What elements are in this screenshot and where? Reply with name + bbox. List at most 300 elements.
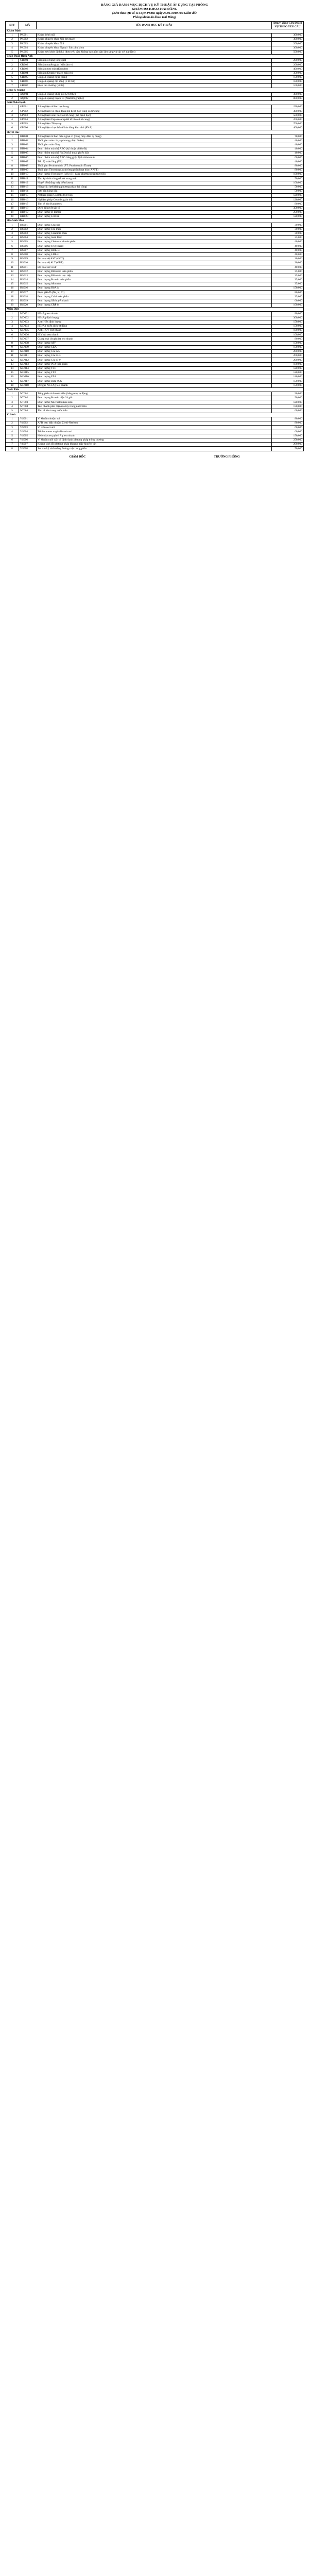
row-price: 80,000 bbox=[272, 421, 304, 426]
row-name: Chụp X-quang khớp gối (2 tư thế) bbox=[37, 92, 272, 96]
section-row bbox=[6, 29, 304, 33]
row-price: 120,000 bbox=[272, 215, 304, 219]
row-name: Nghiệm pháp Coombs gián tiếp bbox=[37, 198, 272, 202]
row-price: 300,000 bbox=[272, 316, 304, 320]
row-code: CĐ007 bbox=[19, 84, 37, 88]
row-stt: 5 bbox=[6, 434, 19, 438]
footer-left: GIÁM ĐỐC bbox=[69, 455, 86, 459]
row-code: HS005 bbox=[19, 240, 37, 244]
row-stt: 6 bbox=[6, 156, 19, 160]
table-row bbox=[6, 63, 304, 67]
row-stt: 3 bbox=[6, 143, 19, 147]
row-stt: 14 bbox=[6, 278, 19, 282]
row-stt: 4 bbox=[6, 235, 19, 240]
table-row bbox=[6, 269, 304, 274]
row-code: HS002 bbox=[19, 227, 37, 231]
row-stt: 2 bbox=[6, 396, 19, 400]
row-code: MD008 bbox=[19, 341, 37, 345]
row-stt: 2 bbox=[6, 227, 19, 231]
row-price: 60,000 bbox=[272, 426, 304, 430]
table-row bbox=[6, 202, 304, 206]
section-title: Vi Sinh bbox=[6, 413, 304, 417]
row-price: 80,000 bbox=[272, 291, 304, 295]
row-code: MD013 bbox=[19, 362, 37, 366]
row-stt: 18 bbox=[6, 295, 19, 299]
table-row bbox=[6, 248, 304, 252]
row-code: NT005 bbox=[19, 409, 37, 413]
row-code: HS007 bbox=[19, 248, 37, 252]
row-name: Xét nghiệm tế bào học bong bbox=[37, 105, 272, 109]
row-stt: 11 bbox=[6, 265, 19, 269]
row-name: Khám sức khỏe định kỳ (theo yêu cầu, không bao gồm cận lâm sàng và các xét nghiệm) bbox=[37, 50, 272, 54]
row-stt: 18 bbox=[6, 383, 19, 387]
row-code: MD014 bbox=[19, 366, 37, 370]
table-row bbox=[6, 316, 304, 320]
row-stt: 1 bbox=[6, 223, 19, 227]
row-price: 35,000 bbox=[272, 278, 304, 282]
row-stt: 1 bbox=[6, 92, 19, 96]
row-name: Định lượng HbA1c bbox=[37, 286, 272, 291]
row-price: 250,000 bbox=[272, 210, 304, 214]
row-code: NT001 bbox=[19, 392, 37, 396]
row-stt: 3 bbox=[6, 426, 19, 430]
row-code: HS016 bbox=[19, 286, 37, 291]
row-stt: 1 bbox=[6, 312, 19, 316]
row-price: 30,000 bbox=[272, 231, 304, 235]
table-row bbox=[6, 181, 304, 185]
row-name: Sức bền hồng cầu bbox=[37, 189, 272, 193]
row-price: 400,000 bbox=[272, 67, 304, 71]
row-code: VS007 bbox=[19, 443, 37, 447]
row-price: 35,000 bbox=[272, 282, 304, 286]
section-row bbox=[6, 54, 304, 58]
row-name: Định lượng Protein toàn phần bbox=[37, 278, 272, 282]
row-name: Định lượng CEA bbox=[37, 345, 272, 349]
table-row bbox=[6, 400, 304, 404]
row-stt: 3 bbox=[6, 67, 19, 71]
section-title: Huyết Học bbox=[6, 130, 304, 134]
row-stt: 5 bbox=[6, 329, 19, 333]
row-price: 300,000 bbox=[272, 38, 304, 42]
row-name: Soi tìm ký sinh trùng đường ruột trong phân bbox=[37, 447, 272, 451]
row-price: 150,000 bbox=[272, 286, 304, 291]
table-row bbox=[6, 156, 304, 160]
row-name: Định nhóm máu hệ ABO bằng giấy định nhóm máu bbox=[37, 156, 272, 160]
row-price: 120,000 bbox=[272, 400, 304, 404]
row-stt: 6 bbox=[6, 333, 19, 337]
row-name: Định lượng Urê máu bbox=[37, 227, 272, 231]
row-name: Định lượng FT4 bbox=[37, 375, 272, 379]
row-name: Định lượng Bilirubin toàn phần bbox=[37, 269, 272, 274]
table-body bbox=[6, 29, 304, 451]
row-code: XQ001 bbox=[19, 92, 37, 96]
row-price: 120,000 bbox=[272, 370, 304, 375]
row-name: HBeAg miễn dịch tự động bbox=[37, 324, 272, 328]
row-price: 250,000 bbox=[272, 438, 304, 442]
row-name: Vi nấm soi tươi bbox=[37, 426, 272, 430]
row-price: 30,000 bbox=[272, 261, 304, 265]
row-code: HS010 bbox=[19, 261, 37, 265]
row-stt: 16 bbox=[6, 198, 19, 202]
row-stt: 16 bbox=[6, 375, 19, 379]
row-stt: 10 bbox=[6, 173, 19, 177]
table-row bbox=[6, 67, 304, 71]
row-price: 200,000 bbox=[272, 63, 304, 67]
row-price: 50,000 bbox=[272, 177, 304, 181]
row-code: HH006 bbox=[19, 156, 37, 160]
row-code: HS015 bbox=[19, 282, 37, 286]
table-row bbox=[6, 430, 304, 434]
row-stt: 17 bbox=[6, 291, 19, 295]
row-name: Xét nghiệm tế bào máu ngoại vi (bằng máy đếm tự động) bbox=[37, 134, 272, 139]
row-stt: 8 bbox=[6, 252, 19, 257]
row-stt: 1 bbox=[6, 392, 19, 396]
row-stt: 3 bbox=[6, 400, 19, 404]
table-row bbox=[6, 194, 304, 198]
row-stt: 12 bbox=[6, 269, 19, 274]
row-stt: 9 bbox=[6, 168, 19, 172]
table-row bbox=[6, 177, 304, 181]
row-price: 40,000 bbox=[272, 244, 304, 248]
row-stt: 1 bbox=[6, 105, 19, 109]
table-row bbox=[6, 164, 304, 168]
table-row bbox=[6, 231, 304, 235]
row-stt: 16 bbox=[6, 286, 19, 291]
section-title: Chẩn Đoán Hình Ảnh bbox=[6, 54, 304, 58]
header-stt: STT bbox=[6, 21, 19, 29]
row-name: HBsAg định lượng bbox=[37, 316, 272, 320]
table-row bbox=[6, 358, 304, 362]
row-stt: 5 bbox=[6, 240, 19, 244]
row-price: 60,000 bbox=[272, 299, 304, 303]
row-stt: 6 bbox=[6, 80, 19, 84]
row-price: 350,000 bbox=[272, 206, 304, 210]
row-stt: 3 bbox=[6, 42, 19, 46]
row-price: 50,000 bbox=[272, 396, 304, 400]
row-code: GP005 bbox=[19, 122, 37, 126]
row-price: 40,000 bbox=[272, 143, 304, 147]
table-row bbox=[6, 42, 304, 46]
row-stt: 10 bbox=[6, 350, 19, 354]
row-name: Tổng phân tích nước tiểu (bằng máy tự động) bbox=[37, 392, 272, 396]
row-code: HS017 bbox=[19, 291, 37, 295]
row-name: Tìm ký sinh trùng sốt rét trong máu bbox=[37, 177, 272, 181]
row-price: 150,000 bbox=[272, 383, 304, 387]
table-row bbox=[6, 299, 304, 303]
row-name: Định lượng Beta hCG bbox=[37, 379, 272, 383]
row-code: CĐ006 bbox=[19, 80, 37, 84]
row-name: Tìm tế bào Hargraves bbox=[37, 202, 272, 206]
row-price: 250,000 bbox=[272, 105, 304, 109]
row-name: Định lượng D-Dimer bbox=[37, 210, 272, 214]
row-stt: 4 bbox=[6, 147, 19, 151]
table-row bbox=[6, 71, 304, 75]
row-name: Định lượng Albumin bbox=[37, 282, 272, 286]
table-row bbox=[6, 438, 304, 442]
table-row bbox=[6, 282, 304, 286]
row-price: 100,000 bbox=[272, 333, 304, 337]
section-row bbox=[6, 88, 304, 92]
row-stt: 1 bbox=[6, 134, 19, 139]
row-price: 100,000 bbox=[272, 329, 304, 333]
row-code: PK004 bbox=[19, 46, 37, 50]
row-price: 200,000 bbox=[272, 354, 304, 358]
table-row bbox=[6, 210, 304, 214]
row-name: Đo hoạt độ ALT (GPT) bbox=[37, 261, 272, 265]
row-code: MD016 bbox=[19, 375, 37, 379]
header-name: TÊN DANH MỤC KỸ THUẬT bbox=[37, 21, 272, 29]
row-name: Kháng sinh đồ phương pháp khoanh giấy khuếch tán bbox=[37, 443, 272, 447]
row-name: HBsAg test nhanh bbox=[37, 312, 272, 316]
row-price: 30,000 bbox=[272, 223, 304, 227]
row-code: MD009 bbox=[19, 345, 37, 349]
table-row bbox=[6, 160, 304, 164]
row-name: Điện giải đồ (Na, K, Cl) bbox=[37, 291, 272, 295]
row-price: 35,000 bbox=[272, 295, 304, 299]
table-row bbox=[6, 383, 304, 387]
row-price: 500,000 bbox=[272, 50, 304, 54]
row-code: GP006 bbox=[19, 126, 37, 130]
row-code: HS020 bbox=[19, 303, 37, 307]
row-stt: 14 bbox=[6, 189, 19, 193]
row-stt: 6 bbox=[6, 244, 19, 248]
row-name: Định lượng HDL-C bbox=[37, 248, 272, 252]
row-price: 300,000 bbox=[272, 92, 304, 96]
table-row bbox=[6, 421, 304, 426]
row-price: 200,000 bbox=[272, 59, 304, 63]
row-name: Xét nghiệm sinh thiết cổ tử cung (mô bệnh học) bbox=[37, 113, 272, 117]
row-price: 150,000 bbox=[272, 320, 304, 324]
row-name: Khám chuyên khoa Nội tim mạch bbox=[37, 38, 272, 42]
row-stt: 4 bbox=[6, 324, 19, 328]
table-row bbox=[6, 257, 304, 261]
row-code: VS001 bbox=[19, 417, 37, 421]
row-name: Test nhanh phát hiện ma túy trong nước tiểu bbox=[37, 404, 272, 409]
row-code: VS006 bbox=[19, 438, 37, 442]
table-row bbox=[6, 324, 304, 328]
row-code: HH008 bbox=[19, 164, 37, 168]
header-price: Đơn vị đồng GIÁ DỊCH VỤ THEO YÊU CẦU bbox=[272, 21, 304, 29]
row-name: Hồng cầu lưới (bằng phương pháp thủ công) bbox=[37, 185, 272, 189]
table-row bbox=[6, 370, 304, 375]
row-name: Định lượng Bilirubin trực tiếp bbox=[37, 274, 272, 278]
row-code: HS019 bbox=[19, 299, 37, 303]
row-stt: 4 bbox=[6, 46, 19, 50]
row-price: 700,000 bbox=[272, 122, 304, 126]
row-name: Định lượng Protein niệu 24 giờ bbox=[37, 396, 272, 400]
row-stt: 1 bbox=[6, 33, 19, 37]
row-name: Điện tim thường (ECG) bbox=[37, 84, 272, 88]
row-price: 80,000 bbox=[272, 417, 304, 421]
row-name: Dengue NS1 Ag test nhanh bbox=[37, 383, 272, 387]
row-code: VS005 bbox=[19, 434, 37, 438]
table-row bbox=[6, 168, 304, 172]
row-stt: 9 bbox=[6, 345, 19, 349]
row-code: HS004 bbox=[19, 235, 37, 240]
table-row bbox=[6, 240, 304, 244]
row-code: HH003 bbox=[19, 143, 37, 147]
row-price: 200,000 bbox=[272, 350, 304, 354]
row-name: Xét nghiệm Pap smear (phết tế bào cổ tử cung) bbox=[37, 117, 272, 122]
section-row bbox=[6, 100, 304, 105]
row-price: 40,000 bbox=[272, 151, 304, 156]
table-row bbox=[6, 337, 304, 341]
row-price: 120,000 bbox=[272, 194, 304, 198]
table-row bbox=[6, 151, 304, 156]
row-price: 180,000 bbox=[272, 362, 304, 366]
document-header bbox=[5, 3, 304, 20]
table-row bbox=[6, 113, 304, 117]
row-code: MD012 bbox=[19, 358, 37, 362]
table-row bbox=[6, 147, 304, 151]
row-name: Thời gian máu chảy (phương pháp Duke) bbox=[37, 139, 272, 143]
table-row bbox=[6, 447, 304, 451]
row-stt: 7 bbox=[6, 160, 19, 164]
row-name: Định lượng Microalbumin niệu bbox=[37, 400, 272, 404]
row-price: 40,000 bbox=[272, 240, 304, 244]
table-row bbox=[6, 105, 304, 109]
section-row bbox=[6, 413, 304, 417]
row-name: Vi khuẩn nhuộm soi bbox=[37, 417, 272, 421]
row-stt: 13 bbox=[6, 362, 19, 366]
row-stt: 4 bbox=[6, 117, 19, 122]
row-code: GP002 bbox=[19, 109, 37, 113]
row-stt: 2 bbox=[6, 109, 19, 113]
row-name: Điện di huyết sắc tố bbox=[37, 206, 272, 210]
row-name: Định lượng CA 125 bbox=[37, 350, 272, 354]
row-code: HS003 bbox=[19, 231, 37, 235]
row-stt: 20 bbox=[6, 303, 19, 307]
table-row bbox=[6, 312, 304, 316]
row-code: HH019 bbox=[19, 210, 37, 214]
row-name: Định lượng Cholesterol toàn phần bbox=[37, 240, 272, 244]
row-code: MD018 bbox=[19, 383, 37, 387]
row-price: 120,000 bbox=[272, 198, 304, 202]
row-name: Khám bệnh nội bbox=[37, 33, 272, 37]
row-stt: 5 bbox=[6, 409, 19, 413]
row-price: 40,000 bbox=[272, 265, 304, 269]
row-code: HS009 bbox=[19, 257, 37, 261]
row-price: 120,000 bbox=[272, 375, 304, 379]
row-name: Định lượng Sắt huyết thanh bbox=[37, 299, 272, 303]
row-price: 30,000 bbox=[272, 227, 304, 231]
table-row bbox=[6, 362, 304, 366]
row-code: HS001 bbox=[19, 223, 37, 227]
table-row bbox=[6, 38, 304, 42]
row-price: 150,000 bbox=[272, 324, 304, 328]
row-price: 35,000 bbox=[272, 235, 304, 240]
row-code: CĐ005 bbox=[19, 75, 37, 79]
section-title: Chụp X-Quang bbox=[6, 88, 304, 92]
row-name: Tìm tế bào trong nước tiểu bbox=[37, 409, 272, 413]
row-code: HH018 bbox=[19, 206, 37, 210]
section-title: Hóa Sinh Máu bbox=[6, 219, 304, 223]
table-row bbox=[6, 50, 304, 54]
table-row bbox=[6, 333, 304, 337]
row-name: Định lượng Ferritin bbox=[37, 215, 272, 219]
row-name: Xét nghiệm và chẩn đoán mô bệnh học vùng cổ tử cung bbox=[37, 109, 272, 113]
row-name: Anti-HBs định lượng bbox=[37, 320, 272, 324]
table-row bbox=[6, 134, 304, 139]
header-line-1: BẢNG GIÁ DANH MỤC DỊCH VỤ KỸ THUẬT ÁP DỤNG TẠI PHÒNG bbox=[100, 3, 209, 7]
row-code: HH001 bbox=[19, 134, 37, 139]
table-row bbox=[6, 139, 304, 143]
row-price: 180,000 bbox=[272, 80, 304, 84]
row-price: 200,000 bbox=[272, 117, 304, 122]
row-stt: 19 bbox=[6, 210, 19, 214]
row-name: Khám chuyên khoa Nhi bbox=[37, 42, 272, 46]
row-code: GP001 bbox=[19, 105, 37, 109]
row-price: 60,000 bbox=[272, 156, 304, 160]
row-code: HH007 bbox=[19, 160, 37, 164]
row-code: HH013 bbox=[19, 185, 37, 189]
section-title: Khám Bệnh bbox=[6, 29, 304, 33]
row-name: Định lượng CA 19-9 bbox=[37, 358, 272, 362]
row-name: Xét nghiệm Thinprep bbox=[37, 122, 272, 126]
row-stt: 15 bbox=[6, 370, 19, 375]
row-stt: 2 bbox=[6, 63, 19, 67]
row-code: VS004 bbox=[19, 430, 37, 434]
row-name: Chụp X-quang tuyến vú (Mammography) bbox=[37, 96, 272, 100]
row-name: Thời gian Prothrombin (PT: Prothrombin Time) bbox=[37, 164, 272, 168]
row-price: 200,000 bbox=[272, 42, 304, 46]
table-row bbox=[6, 96, 304, 100]
row-price: 300,000 bbox=[272, 33, 304, 37]
row-stt: 20 bbox=[6, 215, 19, 219]
table-row bbox=[6, 244, 304, 248]
row-price: 40,000 bbox=[272, 248, 304, 252]
table-row bbox=[6, 92, 304, 96]
table-row bbox=[6, 122, 304, 126]
row-name: Định lượng TSH bbox=[37, 366, 272, 370]
row-stt: 9 bbox=[6, 257, 19, 261]
row-stt: 18 bbox=[6, 206, 19, 210]
row-price: 50,000 bbox=[272, 185, 304, 189]
row-price: 30,000 bbox=[272, 257, 304, 261]
row-name: Thời gian Thromboplastin từng phần hoạt hóa (APTT) bbox=[37, 168, 272, 172]
table-row bbox=[6, 126, 304, 130]
row-stt: 17 bbox=[6, 379, 19, 383]
row-price: 200,000 bbox=[272, 358, 304, 362]
row-code: HH010 bbox=[19, 173, 37, 177]
row-stt: 19 bbox=[6, 299, 19, 303]
table-row bbox=[6, 426, 304, 430]
row-name: Khám chuyên khoa Ngoại / Sản phụ khoa bbox=[37, 46, 272, 50]
row-name: Trichomonas vaginalis soi tươi bbox=[37, 430, 272, 434]
header-line-4: Phòng khám đa khoa Hải Đăng) bbox=[133, 15, 176, 20]
row-name: Đo hoạt độ AST (GOT) bbox=[37, 257, 272, 261]
row-price: 50,000 bbox=[272, 189, 304, 193]
row-stt: 12 bbox=[6, 181, 19, 185]
table-row bbox=[6, 379, 304, 383]
row-name: Định lượng Calci toàn phần bbox=[37, 295, 272, 299]
row-stt: 5 bbox=[6, 151, 19, 156]
row-stt: 12 bbox=[6, 358, 19, 362]
table-row bbox=[6, 252, 304, 257]
table-row bbox=[6, 189, 304, 193]
price-table bbox=[5, 21, 304, 451]
row-stt: 13 bbox=[6, 185, 19, 189]
table-row bbox=[6, 33, 304, 37]
row-stt: 4 bbox=[6, 71, 19, 75]
row-name: Anti-HCV test nhanh bbox=[37, 329, 272, 333]
table-row bbox=[6, 261, 304, 265]
row-code: HH016 bbox=[19, 198, 37, 202]
table-row bbox=[6, 350, 304, 354]
row-name: Siêu âm tim màu (Doppler) bbox=[37, 67, 272, 71]
row-code: XQ002 bbox=[19, 96, 37, 100]
row-code: PK005 bbox=[19, 50, 37, 54]
